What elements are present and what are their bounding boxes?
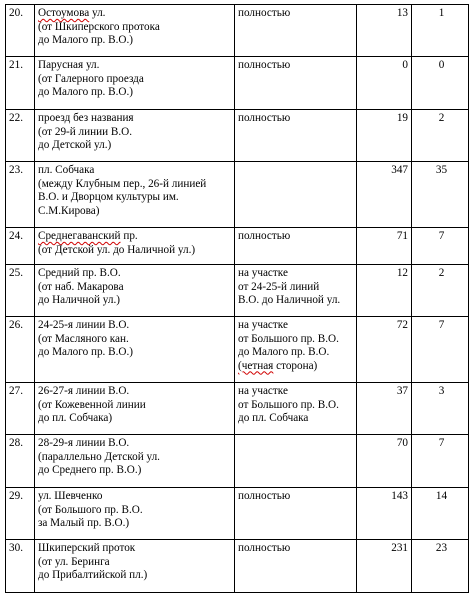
- count-b-cell: 7: [412, 317, 469, 383]
- extent-cell: [235, 488, 357, 540]
- table-row: [6, 435, 469, 488]
- extent-cell: [235, 265, 357, 317]
- extent-line: от Большого пр. В.О.: [238, 332, 339, 345]
- street-line: до Прибалтийской пл.): [38, 569, 148, 581]
- count-a-cell: 231: [357, 540, 412, 593]
- table-row: [6, 383, 469, 435]
- street-line: ул. Шевченко: [38, 490, 103, 502]
- street-line: пл. Собчака: [38, 164, 95, 176]
- street-line: Остоумова ул.: [38, 7, 106, 19]
- count-b-cell: 7: [412, 435, 469, 488]
- extent-line: полностью: [238, 542, 291, 554]
- count-b-cell: 2: [412, 265, 469, 317]
- table-row: [6, 57, 469, 110]
- street-line: 26-27-я линии В.О.: [38, 385, 130, 397]
- street-line: до пл. Собчака): [38, 412, 113, 424]
- street-cell: [35, 228, 235, 265]
- street-cell: [35, 488, 235, 540]
- extent-cell: [235, 435, 357, 488]
- street-line: Парусная ул.: [38, 59, 100, 71]
- count-b-cell: 7: [412, 228, 469, 265]
- extent-cell: [235, 540, 357, 593]
- street-cell: [35, 162, 235, 228]
- street-cell: [35, 540, 235, 593]
- street-line: (от Масляного кан.: [38, 332, 129, 345]
- street-line: (между Клубным пер., 26-й линией: [38, 177, 207, 190]
- street-line: Среднегаванский пр.: [38, 230, 138, 242]
- row-number: 26.: [6, 317, 35, 383]
- count-b-cell: 23: [412, 540, 469, 593]
- row-number: 22.: [6, 110, 35, 162]
- table-row: [6, 265, 469, 317]
- count-b-cell: 14: [412, 488, 469, 540]
- street-line: (от Детской ул. до Наличной ул.): [38, 243, 196, 256]
- street-line: проезд без названия: [38, 112, 134, 124]
- extent-line: полностью: [238, 230, 291, 242]
- street-line: до Среднего пр. В.О.): [38, 464, 142, 476]
- extent-cell: [235, 162, 357, 228]
- extent-line: до пл. Собчака: [238, 412, 309, 424]
- street-line: 24-25-я линии В.О.: [38, 319, 130, 331]
- extent-line: полностью: [238, 59, 291, 71]
- row-number: 20.: [6, 5, 35, 57]
- street-cell: [35, 57, 235, 110]
- table-row: [6, 228, 469, 265]
- table-row: [6, 162, 469, 228]
- extent-cell: [235, 5, 357, 57]
- extent-line: полностью: [238, 7, 291, 19]
- street-line: (от Кожевенной линии: [38, 398, 146, 411]
- count-a-cell: 0: [357, 57, 412, 110]
- street-cell: [35, 265, 235, 317]
- count-b-cell: 1: [412, 5, 469, 57]
- extent-cell: [235, 228, 357, 265]
- count-a-cell: 19: [357, 110, 412, 162]
- row-number: 28.: [6, 435, 35, 488]
- extent-cell: [235, 57, 357, 110]
- extent-line: от 24-25-й линий: [238, 280, 320, 293]
- street-line: (от Шкиперского протока: [38, 20, 160, 33]
- street-line: до Малого пр. В.О.): [38, 34, 134, 46]
- street-line: до Малого пр. В.О.): [38, 346, 134, 358]
- street-cell: [35, 110, 235, 162]
- count-a-cell: 72: [357, 317, 412, 383]
- extent-line: на участке: [238, 319, 288, 331]
- row-number: 23.: [6, 162, 35, 228]
- extent-line: полностью: [238, 490, 291, 502]
- extent-cell: [235, 110, 357, 162]
- count-a-cell: 143: [357, 488, 412, 540]
- street-line: до Детской ул.): [38, 139, 112, 151]
- table-row: [6, 317, 469, 383]
- table-row: [6, 110, 469, 162]
- street-cell: [35, 5, 235, 57]
- count-a-cell: 37: [357, 383, 412, 435]
- row-number: 21.: [6, 57, 35, 110]
- street-line: 28-29-я линии В.О.: [38, 437, 130, 449]
- street-line: Средний пр. В.О.: [38, 267, 121, 279]
- count-a-cell: 347: [357, 162, 412, 228]
- street-line: (параллельно Детской ул.: [38, 450, 160, 463]
- table-row: [6, 540, 469, 593]
- extent-line: полностью: [238, 112, 291, 124]
- count-a-cell: 71: [357, 228, 412, 265]
- street-cell: [35, 383, 235, 435]
- extent-line: на участке: [238, 267, 288, 279]
- count-a-cell: 12: [357, 265, 412, 317]
- table-row: [6, 488, 469, 540]
- street-line: Шкиперский проток: [38, 542, 136, 554]
- row-number: 30.: [6, 540, 35, 593]
- row-number: 27.: [6, 383, 35, 435]
- extent-cell: [235, 317, 357, 383]
- row-number: 25.: [6, 265, 35, 317]
- extent-line: (четная сторона): [238, 359, 318, 372]
- street-line: (от ул. Беринга: [38, 555, 110, 568]
- table-row: [6, 5, 469, 57]
- streets-table: [5, 4, 469, 593]
- row-number: 29.: [6, 488, 35, 540]
- street-line: за Малый пр. В.О.): [38, 517, 130, 529]
- street-line: (от наб. Макарова: [38, 280, 124, 293]
- street-line: (от Галерного проезда: [38, 72, 144, 85]
- street-line: (от 29-й линии В.О.: [38, 125, 133, 138]
- street-line: (от Большого пр. В.О.: [38, 503, 143, 516]
- street-line: В.О. и Дворцом культуры им.: [38, 191, 179, 203]
- extent-line: на участке: [238, 385, 288, 397]
- extent-line: до Малого пр. В.О.: [238, 346, 330, 358]
- street-line: С.М.Кирова): [38, 204, 100, 217]
- street-cell: [35, 435, 235, 488]
- count-a-cell: 13: [357, 5, 412, 57]
- extent-line: от Большого пр. В.О.: [238, 398, 339, 411]
- count-b-cell: 0: [412, 57, 469, 110]
- table-body: [6, 5, 469, 593]
- street-line: до Малого пр. В.О.): [38, 86, 134, 98]
- count-b-cell: 35: [412, 162, 469, 228]
- street-line: до Наличной ул.): [38, 294, 120, 306]
- street-cell: [35, 317, 235, 383]
- count-b-cell: 3: [412, 383, 469, 435]
- count-b-cell: 2: [412, 110, 469, 162]
- extent-line: В.О. до Наличной ул.: [238, 294, 341, 306]
- extent-cell: [235, 383, 357, 435]
- count-a-cell: 70: [357, 435, 412, 488]
- row-number: 24.: [6, 228, 35, 265]
- document-page: [5, 4, 468, 593]
